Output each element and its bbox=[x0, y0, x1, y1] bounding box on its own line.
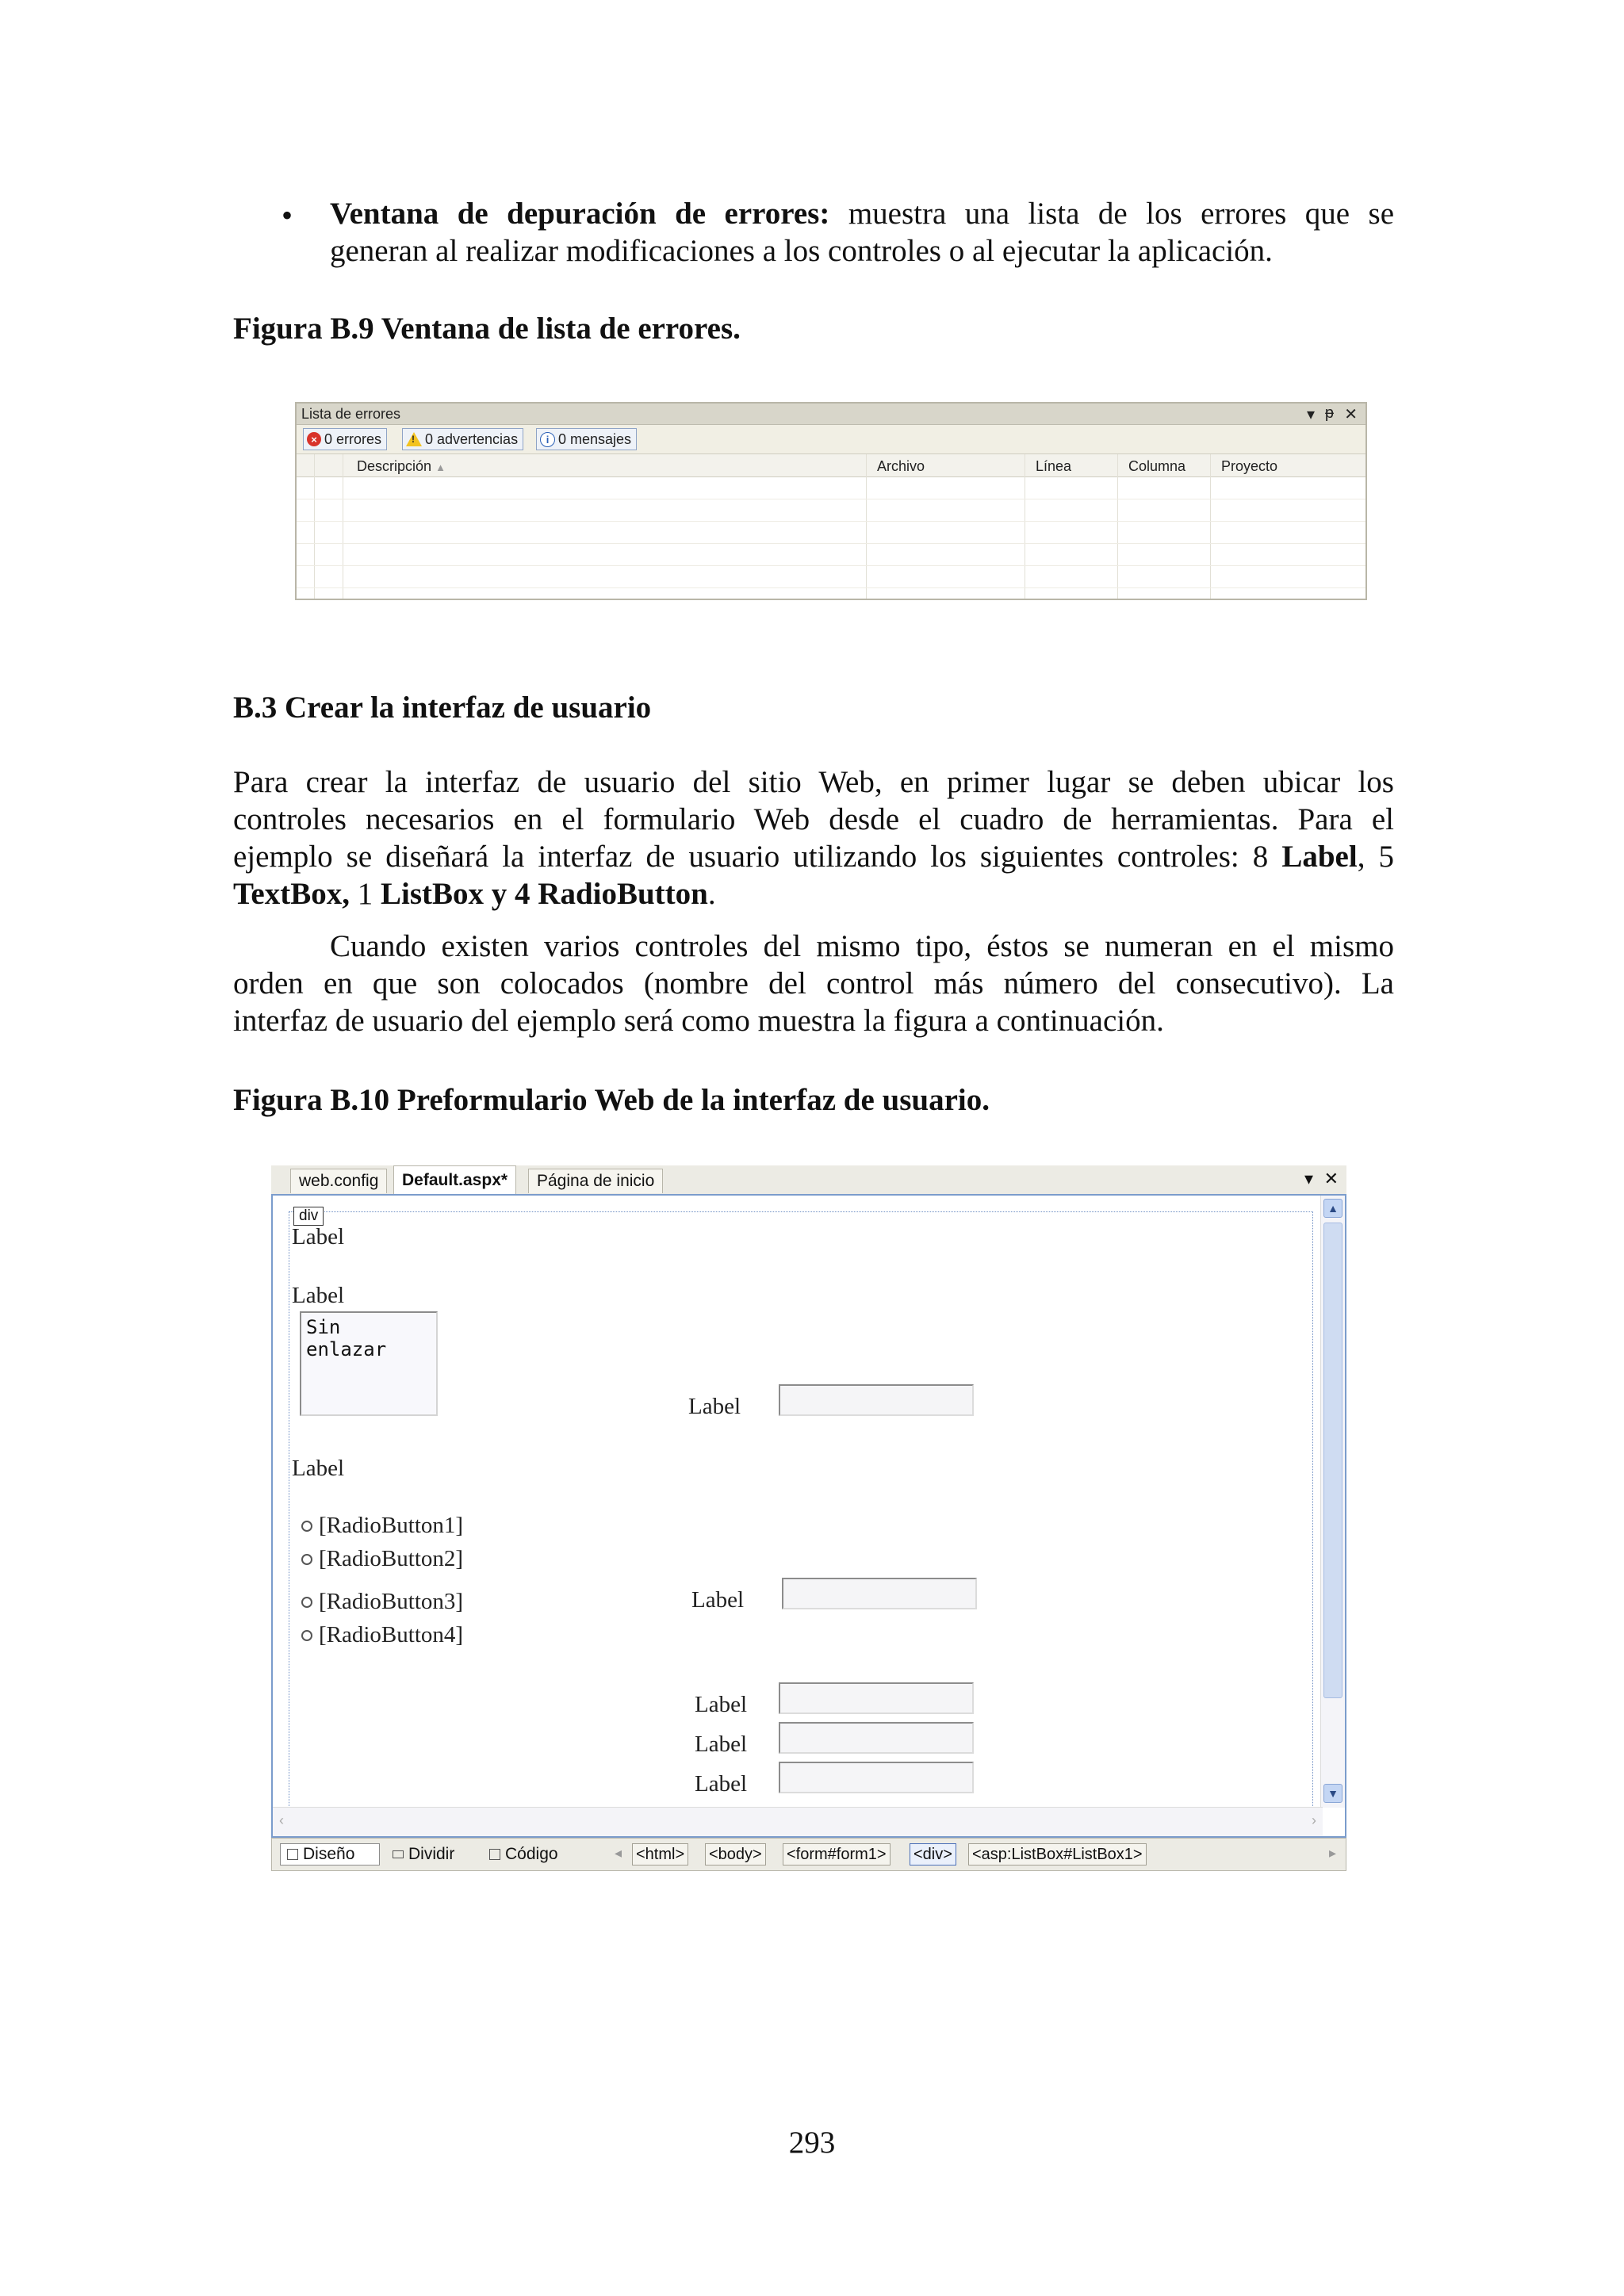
figure-caption-2: Figura B.10 Preformulario Web de la interfaz de usuario. bbox=[233, 1083, 990, 1117]
tab-web-config[interactable]: web.config bbox=[290, 1169, 387, 1193]
crumb-scroll-left-icon[interactable]: ◂ bbox=[615, 1845, 622, 1861]
label-2[interactable]: Label bbox=[292, 1283, 345, 1308]
design-view-button[interactable]: Diseño bbox=[280, 1843, 380, 1866]
column-column[interactable]: Columna bbox=[1128, 458, 1186, 474]
breadcrumb-form[interactable]: <form#form1> bbox=[783, 1843, 891, 1866]
error-list-window bbox=[295, 402, 1367, 600]
pin-icon[interactable]: ᵽ bbox=[1324, 404, 1334, 422]
label-5[interactable]: Label bbox=[691, 1587, 745, 1613]
error-list-titlebar bbox=[297, 404, 1365, 425]
div-tag-badge[interactable]: div bbox=[293, 1207, 324, 1226]
textbox-5[interactable] bbox=[779, 1762, 974, 1793]
breadcrumb-listbox[interactable]: <asp:ListBox#ListBox1> bbox=[968, 1843, 1147, 1866]
column-description[interactable]: Descripción ▲ bbox=[357, 458, 446, 474]
para2-line-2: orden en que son colocados (nombre del control más número del consecutivo). La bbox=[233, 966, 1394, 1001]
radio-button-1[interactable]: [RadioButton1] bbox=[301, 1513, 463, 1539]
label-4[interactable]: Label bbox=[292, 1456, 345, 1481]
dropdown-arrow-icon[interactable]: ▾ bbox=[1306, 406, 1315, 423]
para1-line-4: TextBox, 1 ListBox y 4 RadioButton. bbox=[233, 877, 716, 911]
para2-line-1: Cuando existen varios controles del mismo tipo, éstos se numeran en el mismo bbox=[330, 929, 1394, 963]
tab-start-page[interactable]: Página de inicio bbox=[528, 1169, 663, 1193]
para1-line-3: ejemplo se diseñará la interfaz de usuario utilizando los siguientes controles: 8 Label, 5 bbox=[233, 840, 1394, 874]
messages-filter-button[interactable] bbox=[536, 428, 637, 450]
textbox-3[interactable] bbox=[779, 1682, 974, 1714]
sort-ascending-icon: ▲ bbox=[435, 461, 446, 473]
dropdown-arrow-icon[interactable]: ▾ bbox=[1304, 1169, 1313, 1188]
bullet-marker: • bbox=[282, 197, 293, 233]
radio-circle-icon bbox=[301, 1521, 312, 1532]
page-number: 293 bbox=[788, 2126, 836, 2160]
crumb-scroll-right-icon[interactable]: ▸ bbox=[1328, 1845, 1336, 1861]
horizontal-scrollbar[interactable] bbox=[273, 1807, 1323, 1836]
radio-circle-icon bbox=[301, 1630, 312, 1641]
split-view-icon bbox=[393, 1850, 404, 1858]
radio-button-3[interactable]: [RadioButton3] bbox=[301, 1589, 463, 1615]
section-heading: B.3 Crear la interfaz de usuario bbox=[233, 691, 652, 725]
warnings-filter-button[interactable] bbox=[402, 428, 523, 450]
para1-line-1: Para crear la interfaz de usuario del sitio Web, en primer lugar se deben ubicar los bbox=[233, 765, 1394, 799]
textbox-2[interactable] bbox=[782, 1578, 977, 1609]
designer-window bbox=[271, 1165, 1346, 1871]
info-icon: i bbox=[540, 432, 555, 447]
label-3[interactable]: Label bbox=[688, 1394, 741, 1419]
breadcrumb-html[interactable]: <html> bbox=[632, 1843, 688, 1866]
textbox-4[interactable] bbox=[779, 1722, 974, 1754]
scroll-right-icon[interactable]: › bbox=[1312, 1812, 1316, 1828]
textbox-1[interactable] bbox=[779, 1384, 974, 1416]
design-surface[interactable] bbox=[271, 1194, 1346, 1838]
label-1[interactable]: Label bbox=[292, 1224, 345, 1249]
errors-filter-label: 0 errores bbox=[324, 430, 382, 447]
error-list-title: Lista de errores bbox=[301, 406, 401, 422]
error-list-toolbar bbox=[297, 425, 1365, 454]
bullet-text-1: muestra una lista de los errores que se bbox=[848, 197, 1395, 231]
breadcrumb-div[interactable]: <div> bbox=[910, 1843, 956, 1866]
vertical-scrollbar[interactable] bbox=[1320, 1196, 1345, 1808]
document-tabs bbox=[271, 1165, 1346, 1196]
column-line[interactable]: Línea bbox=[1036, 458, 1072, 474]
column-project[interactable]: Proyecto bbox=[1221, 458, 1278, 474]
breadcrumb-body[interactable]: <body> bbox=[705, 1843, 766, 1866]
view-bar bbox=[271, 1838, 1346, 1871]
error-list-header bbox=[297, 454, 1365, 477]
label-7[interactable]: Label bbox=[695, 1732, 748, 1757]
warnings-filter-label: 0 advertencias bbox=[425, 430, 519, 447]
split-view-button[interactable]: Dividir bbox=[386, 1843, 461, 1866]
column-file[interactable]: Archivo bbox=[877, 458, 925, 474]
errors-filter-button[interactable] bbox=[303, 428, 387, 450]
close-icon[interactable]: ✕ bbox=[1344, 406, 1358, 423]
radio-button-2[interactable]: [RadioButton2] bbox=[301, 1546, 463, 1572]
radio-circle-icon bbox=[301, 1554, 312, 1565]
scroll-thumb[interactable] bbox=[1323, 1223, 1342, 1698]
listbox-1[interactable]: Sin enlazar bbox=[300, 1311, 438, 1416]
design-view-icon bbox=[287, 1849, 298, 1860]
error-icon: × bbox=[307, 432, 321, 446]
bullet-line-2: generan al realizar modificaciones a los controles o al ejecutar la aplicación. bbox=[330, 234, 1273, 268]
label-8[interactable]: Label bbox=[695, 1771, 748, 1797]
code-view-icon bbox=[489, 1849, 500, 1860]
tab-default-aspx[interactable]: Default.aspx* bbox=[393, 1165, 516, 1195]
close-icon[interactable]: ✕ bbox=[1323, 1169, 1339, 1188]
code-view-button[interactable]: Código bbox=[483, 1843, 565, 1866]
bullet-title: Ventana de depuración de errores: bbox=[330, 197, 830, 231]
bullet-line-1 bbox=[330, 195, 1394, 232]
warning-icon: ! bbox=[406, 432, 422, 446]
para2-line-3: interfaz de usuario del ejemplo será como muestra la figura a continuación. bbox=[233, 1004, 1164, 1038]
scroll-left-icon[interactable]: ‹ bbox=[279, 1812, 284, 1828]
radio-button-4[interactable]: [RadioButton4] bbox=[301, 1622, 463, 1648]
para1-line-2: controles necesarios en el formulario Web desde el cuadro de herramientas. Para el bbox=[233, 802, 1394, 836]
scroll-up-icon[interactable]: ▲ bbox=[1323, 1199, 1342, 1218]
figure-caption-1: Figura B.9 Ventana de lista de errores. bbox=[233, 312, 741, 346]
label-6[interactable]: Label bbox=[695, 1692, 748, 1717]
radio-circle-icon bbox=[301, 1597, 312, 1608]
messages-filter-label: 0 mensajes bbox=[558, 430, 632, 447]
scroll-down-icon[interactable]: ▼ bbox=[1323, 1784, 1342, 1803]
